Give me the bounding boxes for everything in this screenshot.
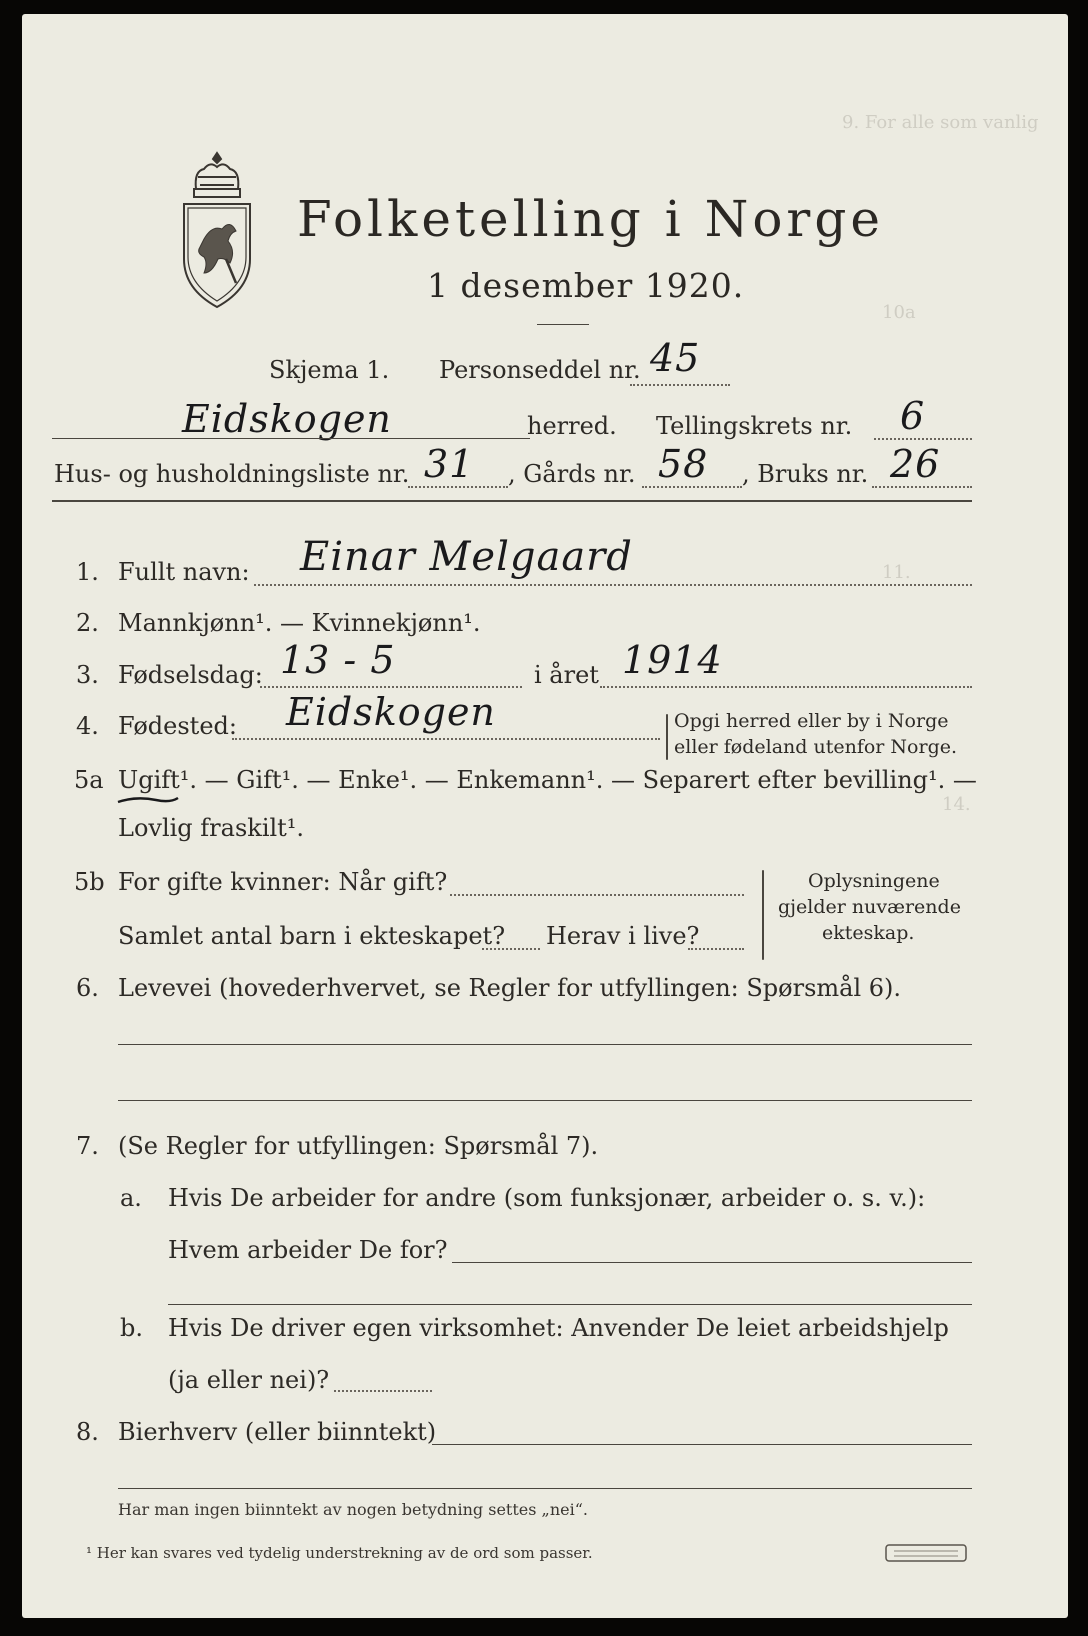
full-name-label: Fullt navn: xyxy=(118,558,250,586)
employment-header: (Se Regler for utfyllingen: Spørsmål 7). xyxy=(118,1132,599,1160)
personseddel-value: 45 xyxy=(650,336,701,380)
bleed-through-text: 9. For alle som vanlig xyxy=(842,112,1039,133)
married-when-field-line xyxy=(450,894,744,896)
bruks-field-line xyxy=(872,486,972,488)
employer-label: Hvem arbeider De for? xyxy=(168,1236,448,1264)
birthplace-field-line xyxy=(232,738,660,740)
question-number: 5b xyxy=(74,868,105,896)
bruks-label: , Bruks nr. xyxy=(742,460,869,488)
question-number: 8. xyxy=(76,1418,99,1446)
personseddel-label: Personseddel nr. xyxy=(439,356,641,384)
marital-status-options: Lovlig fraskilt¹. xyxy=(118,814,305,842)
children-count-field-line xyxy=(482,948,540,950)
census-form-sheet xyxy=(22,14,1068,1618)
hus-field-line xyxy=(408,486,508,488)
hired-help-field-line xyxy=(334,1390,432,1392)
birth-year-field-line xyxy=(600,686,972,688)
bruks-value: 26 xyxy=(890,442,941,486)
question-number: b. xyxy=(120,1314,143,1342)
married-when-label: For gifte kvinner: Når gift? xyxy=(118,868,448,896)
employer-field-line xyxy=(452,1262,972,1263)
birth-year-label: i året xyxy=(534,661,599,689)
tellingskrets-value: 6 xyxy=(900,394,926,438)
bleed-through-text: 10a xyxy=(882,302,916,323)
side-income-field-line xyxy=(118,1488,972,1489)
side-income-note: Har man ingen biinntekt av nogen betydning settes „nei“. xyxy=(118,1500,588,1519)
bleed-through-text: 11. xyxy=(882,562,911,583)
form-date: 1 desember 1920. xyxy=(427,266,745,305)
question-number: 3. xyxy=(76,661,99,689)
marriage-note: gjelder nuværende xyxy=(778,896,961,918)
title-divider xyxy=(537,324,589,325)
tellingskrets-label: Tellingskrets nr. xyxy=(656,412,853,440)
birthplace-note: eller fødeland utenfor Norge. xyxy=(674,736,958,758)
full-name-value: Einar Melgaard xyxy=(300,534,633,580)
hired-help-label: (ja eller nei)? xyxy=(168,1366,330,1394)
gards-label: , Gårds nr. xyxy=(508,460,636,488)
children-alive-label: Herav i live? xyxy=(546,922,700,950)
birthdate-field-line xyxy=(260,686,522,688)
question-number: 4. xyxy=(76,712,99,740)
marriage-note: Oplysningene xyxy=(808,870,940,892)
birth-year-value: 1914 xyxy=(622,638,723,682)
herred-field-line xyxy=(52,438,530,439)
birthplace-value: Eidskogen xyxy=(286,690,496,734)
full-name-field-line xyxy=(254,584,972,586)
note-brace xyxy=(762,870,764,960)
question-number: 5a xyxy=(74,766,104,794)
birthdate-value: 13 - 5 xyxy=(280,638,396,682)
bleed-through-text: 14. xyxy=(942,794,971,815)
question-number: 1. xyxy=(76,558,99,586)
skjema-label: Skjema 1. xyxy=(269,356,390,384)
birthplace-label: Fødested: xyxy=(118,712,237,740)
birthdate-label: Fødselsdag: xyxy=(118,661,263,689)
side-income-label: Bierhverv (eller biinntekt) xyxy=(118,1418,437,1446)
gards-value: 58 xyxy=(658,442,709,486)
herred-label: herred. xyxy=(527,412,617,440)
gards-field-line xyxy=(642,486,742,488)
question-number: 7. xyxy=(76,1132,99,1160)
hus-label: Hus- og husholdningsliste nr. xyxy=(54,460,410,488)
marital-status-options: Ugift¹. — Gift¹. — Enke¹. — Enkemann¹. — Separert efter bevilling¹. — xyxy=(118,766,977,794)
question-number: a. xyxy=(120,1184,142,1212)
herred-value: Eidskogen xyxy=(182,397,392,441)
side-income-field-line xyxy=(432,1444,972,1445)
tellingskrets-field-line xyxy=(874,438,972,440)
coat-of-arms-icon xyxy=(174,149,260,309)
employee-question: Hvis De arbeider for andre (som funksjonær, arbeider o. s. v.): xyxy=(168,1184,926,1212)
question-number: 6. xyxy=(76,974,99,1002)
occupation-field-line xyxy=(118,1044,972,1045)
children-alive-field-line xyxy=(688,948,744,950)
footnote: ¹ Her kan svares ved tydelig understrekning av de ord som passer. xyxy=(86,1544,593,1562)
marriage-note: ekteskap. xyxy=(822,922,915,944)
occupation-field-line xyxy=(118,1100,972,1101)
sex-options: Mannkjønn¹. — Kvinnekjønn¹. xyxy=(118,609,481,637)
hus-value: 31 xyxy=(424,442,475,486)
personseddel-field-line xyxy=(630,384,730,386)
note-brace xyxy=(666,714,668,760)
underline-mark xyxy=(116,794,180,808)
header-separator xyxy=(52,500,972,502)
form-title: Folketelling i Norge xyxy=(297,190,884,248)
employer-field-line xyxy=(168,1304,972,1305)
children-count-label: Samlet antal barn i ekteskapet? xyxy=(118,922,506,950)
question-number: 2. xyxy=(76,609,99,637)
occupation-label: Levevei (hovederhvervet, se Regler for utfyllingen: Spørsmål 6). xyxy=(118,974,902,1002)
self-employed-question: Hvis De driver egen virksomhet: Anvender De leiet arbeidshjelp xyxy=(168,1314,949,1342)
birthplace-note: Opgi herred eller by i Norge xyxy=(674,710,949,732)
printer-stamp-icon xyxy=(884,1542,968,1564)
